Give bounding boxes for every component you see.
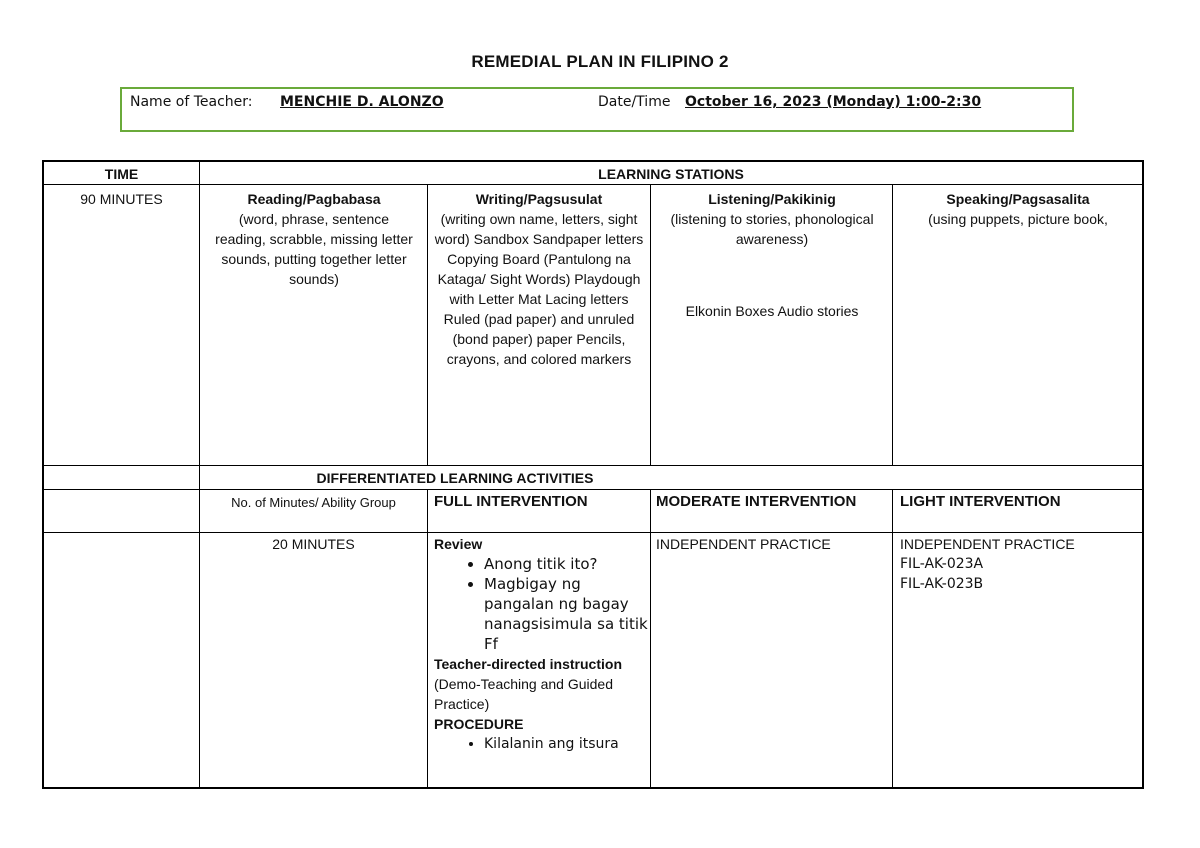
procedure-list (434, 734, 648, 754)
duration-cell: 90 MINUTES (80, 191, 163, 207)
full-intervention-cell (434, 534, 648, 754)
station-materials: Elkonin Boxes Audio stories (685, 303, 859, 319)
minutes-cell: 20 MINUTES (272, 536, 355, 552)
remedial-plan-table (42, 160, 1144, 789)
page-title: REMEDIAL PLAN IN FILIPINO 2 (471, 52, 729, 71)
station-description: (writing own name, letters, sight word) Sandbox Sandpaper letters Copying Board (Pantulong na Kataga/ Sight Words) Playdough with Letter Mat Lacing letters Ruled (pad paper) and unruled (bond paper) paper Pencils, crayons, and colored markers (434, 211, 644, 367)
list-item: • Kilalanin ang itsura (484, 734, 648, 754)
light-practice-label: INDEPENDENT PRACTICE (900, 536, 1075, 552)
teacher-name-label: Name of Teacher: (130, 94, 253, 110)
column-divider (427, 489, 428, 787)
light-code: FIL-AK-023A (900, 556, 984, 572)
teacher-name-value: MENCHIE D. ALONZO (280, 94, 444, 110)
station-title: Writing/Pagsusulat (475, 191, 603, 207)
column-divider (892, 184, 893, 465)
row-divider (44, 489, 1142, 490)
learning-stations-header: LEARNING STATIONS (598, 166, 744, 182)
station-listening (660, 189, 884, 321)
station-speaking (898, 189, 1138, 229)
time-header: TIME (104, 166, 139, 182)
light-intervention-cell (900, 534, 1136, 594)
review-list (434, 554, 648, 654)
station-description: (word, phrase, sentence reading, scrabble, missing letter sounds, putting together letter sounds) (215, 211, 413, 287)
date-time-label: Date/Time (598, 94, 671, 110)
full-intervention-header: FULL INTERVENTION (434, 493, 588, 510)
column-divider (892, 489, 893, 787)
procedure-label: PROCEDURE (434, 716, 524, 732)
row-divider (44, 184, 1142, 185)
moderate-intervention-cell: INDEPENDENT PRACTICE (656, 536, 831, 552)
station-writing (434, 189, 644, 369)
row-divider (44, 532, 1142, 533)
date-time-value: October 16, 2023 (Monday) 1:00-2:30 (685, 94, 982, 110)
row-divider (44, 465, 1142, 466)
dla-header: DIFFERENTIATED LEARNING ACTIVITIES (316, 470, 594, 486)
station-title: Reading/Pagbabasa (247, 191, 381, 207)
ability-group-header: No. of Minutes/ Ability Group (231, 495, 396, 510)
list-item: • Anong titik ito? (484, 554, 648, 574)
station-description: (listening to stories, phonological awareness) (670, 211, 874, 247)
column-divider (650, 184, 651, 465)
list-item: • Magbigay ng pangalan ng bagay nanagsisimula sa titik Ff (484, 574, 648, 654)
teacher-info-box (120, 87, 1074, 132)
light-intervention-header: LIGHT INTERVENTION (900, 493, 1061, 510)
moderate-intervention-header: MODERATE INTERVENTION (656, 493, 857, 510)
column-divider (427, 184, 428, 465)
teacher-directed-label: Teacher-directed instruction (434, 656, 623, 672)
station-description: (using puppets, picture book, (928, 211, 1108, 227)
review-label: Review (434, 536, 483, 552)
teacher-directed-desc: (Demo-Teaching and Guided Practice) (434, 676, 613, 712)
light-code: FIL-AK-023B (900, 576, 984, 592)
station-reading (214, 189, 414, 289)
station-title: Listening/Pakikinig (708, 191, 836, 207)
station-title: Speaking/Pagsasalita (946, 191, 1090, 207)
column-divider (650, 489, 651, 787)
